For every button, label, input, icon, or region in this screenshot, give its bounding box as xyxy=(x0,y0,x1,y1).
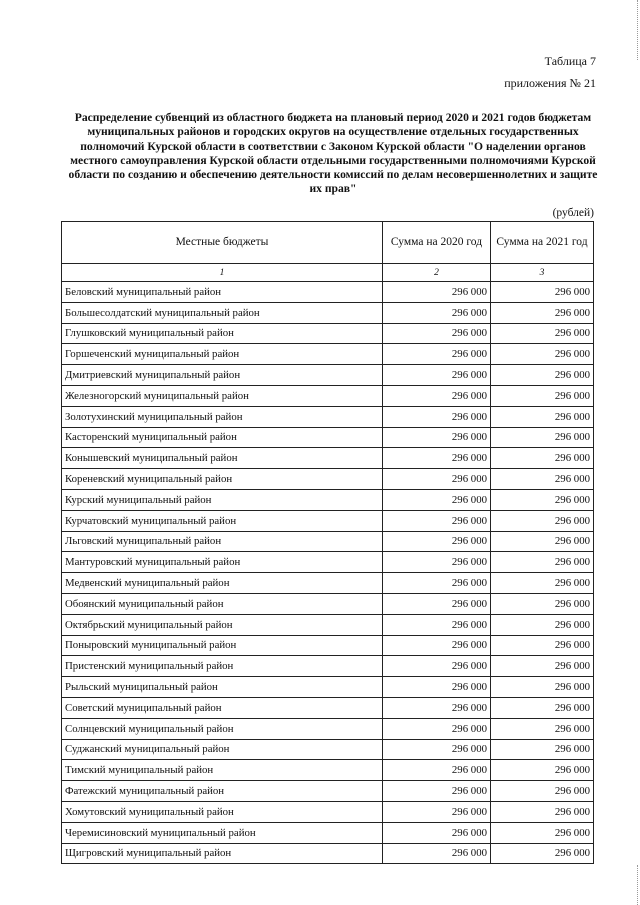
table-row xyxy=(62,677,594,698)
sum-2020-cell: 296 000 xyxy=(383,448,491,469)
table-row xyxy=(62,302,594,323)
budget-name-cell: Рыльский муниципальный район xyxy=(62,677,383,698)
sum-2020-cell: 296 000 xyxy=(383,593,491,614)
table-row xyxy=(62,406,594,427)
table-number: Таблица 7 xyxy=(544,54,596,68)
sum-2020-cell: 296 000 xyxy=(383,843,491,864)
sum-2020-cell: 296 000 xyxy=(383,531,491,552)
sum-2021-cell: 296 000 xyxy=(491,781,594,802)
table-row xyxy=(62,614,594,635)
table-row xyxy=(62,760,594,781)
sum-2021-cell: 296 000 xyxy=(491,635,594,656)
budget-name-cell: Солнцевский муниципальный район xyxy=(62,718,383,739)
sum-2021-cell: 296 000 xyxy=(491,427,594,448)
budget-name-cell: Конышевский муниципальный район xyxy=(62,448,383,469)
budget-name-cell: Черемисиновский муниципальный район xyxy=(62,822,383,843)
budget-name-cell: Большесолдатский муниципальный район xyxy=(62,302,383,323)
budget-name-cell: Льговский муниципальный район xyxy=(62,531,383,552)
header-sum-2021: Сумма на 2021 год xyxy=(491,222,594,264)
budget-name-cell: Медвенский муниципальный район xyxy=(62,573,383,594)
sum-2021-cell: 296 000 xyxy=(491,843,594,864)
sum-2020-cell: 296 000 xyxy=(383,801,491,822)
table-row xyxy=(62,489,594,510)
sum-2021-cell: 296 000 xyxy=(491,406,594,427)
table-row xyxy=(62,843,594,864)
budget-name-cell: Золотухинский муниципальный район xyxy=(62,406,383,427)
sum-2020-cell: 296 000 xyxy=(383,282,491,303)
sum-2020-cell: 296 000 xyxy=(383,739,491,760)
budget-name-cell: Поныровский муниципальный район xyxy=(62,635,383,656)
sum-2021-cell: 296 000 xyxy=(491,282,594,303)
budget-name-cell: Пристенский муниципальный район xyxy=(62,656,383,677)
table-row xyxy=(62,469,594,490)
sum-2020-cell: 296 000 xyxy=(383,677,491,698)
budget-name-cell: Обоянский муниципальный район xyxy=(62,593,383,614)
sum-2020-cell: 296 000 xyxy=(383,697,491,718)
sum-2020-cell: 296 000 xyxy=(383,406,491,427)
sum-2020-cell: 296 000 xyxy=(383,552,491,573)
budget-name-cell: Железногорский муниципальный район xyxy=(62,385,383,406)
sum-2021-cell: 296 000 xyxy=(491,510,594,531)
sum-2021-cell: 296 000 xyxy=(491,531,594,552)
sum-2021-cell: 296 000 xyxy=(491,365,594,386)
sum-2021-cell: 296 000 xyxy=(491,344,594,365)
sum-2020-cell: 296 000 xyxy=(383,385,491,406)
sum-2020-cell: 296 000 xyxy=(383,781,491,802)
sum-2020-cell: 296 000 xyxy=(383,365,491,386)
table-row xyxy=(62,510,594,531)
table-row xyxy=(62,593,594,614)
sum-2020-cell: 296 000 xyxy=(383,427,491,448)
sum-2021-cell: 296 000 xyxy=(491,552,594,573)
sum-2021-cell: 296 000 xyxy=(491,469,594,490)
table-body xyxy=(62,282,594,864)
sum-2020-cell: 296 000 xyxy=(383,489,491,510)
table-row xyxy=(62,739,594,760)
budget-name-cell: Курчатовский муниципальный район xyxy=(62,510,383,531)
budget-name-cell: Суджанский муниципальный район xyxy=(62,739,383,760)
budget-name-cell: Советский муниципальный район xyxy=(62,697,383,718)
table-row xyxy=(62,781,594,802)
margin-mark xyxy=(635,0,638,60)
budget-name-cell: Кореневский муниципальный район xyxy=(62,469,383,490)
sum-2021-cell: 296 000 xyxy=(491,801,594,822)
budget-name-cell: Мантуровский муниципальный район xyxy=(62,552,383,573)
budget-name-cell: Курский муниципальный район xyxy=(62,489,383,510)
table-row xyxy=(62,801,594,822)
budget-name-cell: Горшеченский муниципальный район xyxy=(62,344,383,365)
column-number: 2 xyxy=(383,264,491,282)
table-row xyxy=(62,448,594,469)
header-local-budgets: Местные бюджеты xyxy=(62,222,383,264)
table-row xyxy=(62,427,594,448)
table-row xyxy=(62,697,594,718)
sum-2020-cell: 296 000 xyxy=(383,469,491,490)
budget-name-cell: Тимский муниципальный район xyxy=(62,760,383,781)
budget-name-cell: Беловский муниципальный район xyxy=(62,282,383,303)
budget-name-cell: Касторенский муниципальный район xyxy=(62,427,383,448)
sum-2021-cell: 296 000 xyxy=(491,323,594,344)
sum-2020-cell: 296 000 xyxy=(383,822,491,843)
column-numbers-row xyxy=(62,264,594,282)
sum-2021-cell: 296 000 xyxy=(491,448,594,469)
budget-name-cell: Фатежский муниципальный район xyxy=(62,781,383,802)
sum-2021-cell: 296 000 xyxy=(491,760,594,781)
column-number: 3 xyxy=(491,264,594,282)
sum-2021-cell: 296 000 xyxy=(491,656,594,677)
sum-2020-cell: 296 000 xyxy=(383,302,491,323)
sum-2021-cell: 296 000 xyxy=(491,822,594,843)
sum-2020-cell: 296 000 xyxy=(383,635,491,656)
sum-2020-cell: 296 000 xyxy=(383,573,491,594)
table-row xyxy=(62,385,594,406)
budget-name-cell: Щигровский муниципальный район xyxy=(62,843,383,864)
sum-2020-cell: 296 000 xyxy=(383,656,491,677)
sum-2020-cell: 296 000 xyxy=(383,760,491,781)
sum-2020-cell: 296 000 xyxy=(383,614,491,635)
document-title: Распределение субвенций из областного бюджета на плановый период 2020 и 2021 годов бюджетам муниципальных районов и городских округов на осуществление отдельных государственных полномочий Курской области в соответствии с Законом Курской области "О наделении органов местного самоуправления Курской области отдельными государственными полномочиями Курской области по созданию и обеспечению деятельности комиссий по делам несовершеннолетних и защите их прав" xyxy=(68,111,598,196)
sum-2021-cell: 296 000 xyxy=(491,614,594,635)
table-row xyxy=(62,718,594,739)
sum-2020-cell: 296 000 xyxy=(383,344,491,365)
sum-2020-cell: 296 000 xyxy=(383,510,491,531)
header-row xyxy=(62,222,594,264)
appendix-reference: приложения № 21 xyxy=(504,76,596,90)
unit-label: (рублей) xyxy=(552,207,594,219)
budget-name-cell: Дмитриевский муниципальный район xyxy=(62,365,383,386)
margin-mark xyxy=(635,865,638,905)
sum-2021-cell: 296 000 xyxy=(491,385,594,406)
table-row xyxy=(62,531,594,552)
sum-2021-cell: 296 000 xyxy=(491,718,594,739)
table-row xyxy=(62,365,594,386)
sum-2021-cell: 296 000 xyxy=(491,489,594,510)
table-row xyxy=(62,344,594,365)
sum-2020-cell: 296 000 xyxy=(383,718,491,739)
sum-2021-cell: 296 000 xyxy=(491,302,594,323)
table-row xyxy=(62,822,594,843)
table-row xyxy=(62,573,594,594)
header-sum-2020: Сумма на 2020 год xyxy=(383,222,491,264)
budget-name-cell: Октябрьский муниципальный район xyxy=(62,614,383,635)
sum-2021-cell: 296 000 xyxy=(491,593,594,614)
sum-2021-cell: 296 000 xyxy=(491,677,594,698)
table-row xyxy=(62,323,594,344)
sum-2020-cell: 296 000 xyxy=(383,323,491,344)
table-row xyxy=(62,552,594,573)
sum-2021-cell: 296 000 xyxy=(491,739,594,760)
column-number: 1 xyxy=(62,264,383,282)
sum-2021-cell: 296 000 xyxy=(491,573,594,594)
budget-name-cell: Хомутовский муниципальный район xyxy=(62,801,383,822)
subsidy-table xyxy=(61,221,594,864)
table-row xyxy=(62,282,594,303)
table-row xyxy=(62,656,594,677)
table-row xyxy=(62,635,594,656)
budget-name-cell: Глушковский муниципальный район xyxy=(62,323,383,344)
sum-2021-cell: 296 000 xyxy=(491,697,594,718)
